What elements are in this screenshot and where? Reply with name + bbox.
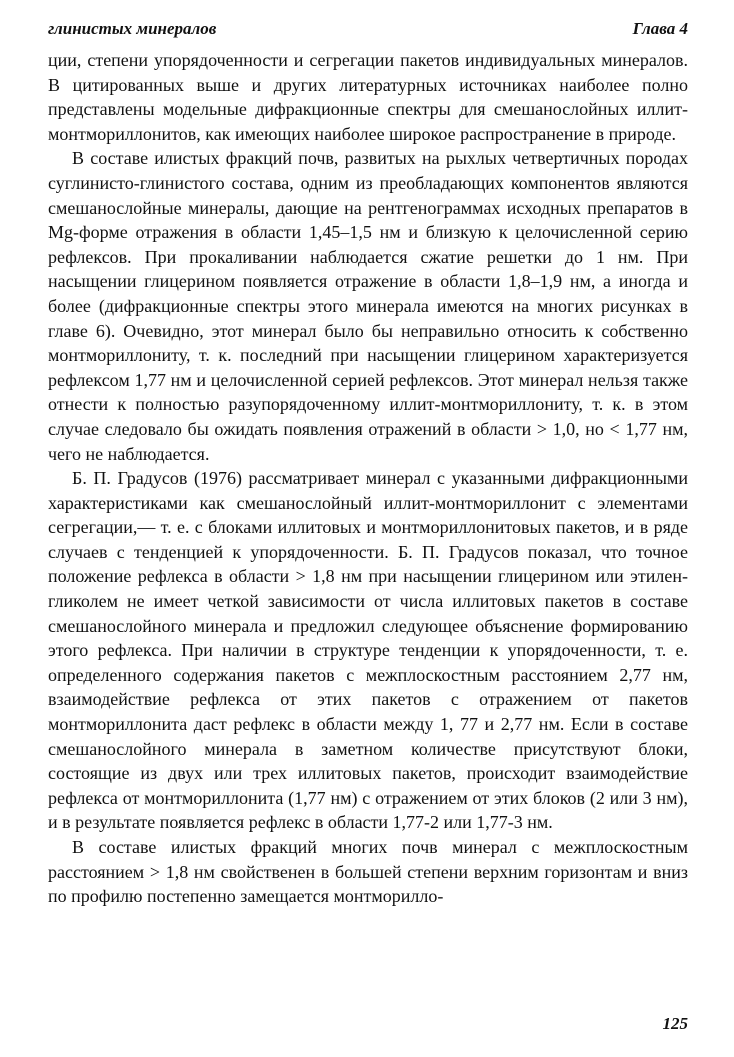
- page: [48, 14, 688, 909]
- running-head-left: глинистых минералов: [48, 19, 217, 38]
- body-text: [48, 48, 688, 909]
- paragraph: Б. П. Градусов (1976) рассматривает минерал с указанными дифракционными характеристиками как смешанослойный иллит-монтмориллонит с элементами сегрегации,— т. е. с блоками иллитовых и монтмориллонитовых пакетов, и в ряде случаев с тенденцией к упорядоченности. Б. П. Градусов показал, что точное положение рефлекса в области > 1,8 нм при насыщении глицерином или этилен-гликолем не имеет четкой зависимости от числа иллитовых пакетов в составе смешанослойного минерала и предложил следующее объяснение формированию этого рефлекса. При наличии в структуре тенденции к упорядоченности, т. е. определенного содержания пакетов с межплоскостным расстоянием 2,77 нм, взаимодействие рефлекса от этих пакетов с отражением от пакетов монтмориллонита даст рефлекс в области между 1, 77 и 2,77 нм. Если в составе смешанослойного минерала в заметном количестве присутствуют блоки, состоящие из двух или трех иллитовых пакетов, происходит взаимодействие рефлекса от монтмориллонита (1,77 нм) с отражением от этих блоков (2 или 3 нм), и в результате появляется рефлекс в области 1,77-2 или 1,77-3 нм.: [48, 468, 688, 833]
- running-head: [48, 14, 688, 44]
- paragraph-continuation: ции, степени упорядоченности и сегрегации пакетов индивидуальных минералов. В цитированных выше и других литературных источниках наиболее полно представлены модельные дифракционные спектры для смешанослойных иллит-монтмориллонитов, как имеющих наиболее широкое распространение в природе.: [48, 50, 688, 144]
- running-head-right: Глава 4: [632, 19, 688, 38]
- paragraph: В составе илистых фракций почв, развитых на рыхлых четвертичных породах суглинисто-глинистого состава, одним из преобладающих компонентов являются смешанослойные минералы, дающие на рентгенограммах исходных препаратов в Mg-форме отражения в области 1,45–1,5 нм и близкую к целочисленной серию рефлексов. При прокаливании наблюдается сжатие решетки до 1 нм. При насыщении глицерином появляется отражение в области 1,8–1,9 нм, а иногда и более (дифракционные спектры этого минерала имеются на многих рисунках в главе 6). Очевидно, этот минерал было бы неправильно относить к собственно монтмориллониту, т. к. последний при насыщении глицерином характеризуется рефлексом 1,77 нм и целочисленной серией рефлексов. Этот минерал нельзя также отнести к полностью разупорядоченному иллит-монтмориллониту, т. к. в этом случае следовало бы ожидать появления отражений в области > 1,0, но < 1,77 нм, чего не наблюдается.: [48, 148, 688, 464]
- page-number: 125: [662, 1014, 688, 1033]
- paragraph: В составе илистых фракций многих почв минерал с межплоскостным расстоянием > 1,8 нм свойственен в большей степени верхним горизонтам и вниз по профилю постепенно замещается монтморилло-: [48, 837, 688, 907]
